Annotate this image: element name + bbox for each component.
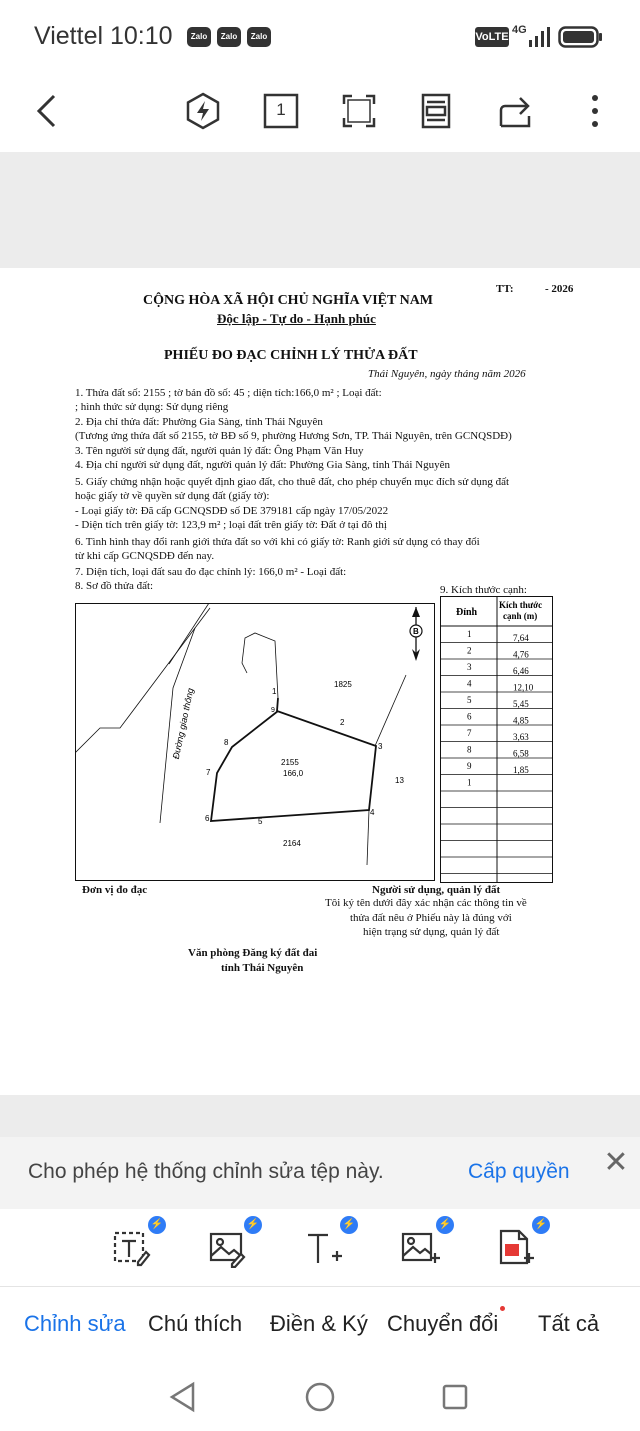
pdf-tool[interactable] [496,1219,548,1268]
table-cell-length: 3,63 [513,732,529,742]
office-line-2: tỉnh Thái Nguyên [221,962,304,974]
premium-badge-icon: ⚡ [244,1216,262,1234]
edge-table [440,596,554,884]
doc-line-5: 5. Giấy chứng nhận hoặc quyết định giao đất, cho thuê đất, cho phép chuyển mục đích sử dụng đất [75,476,510,488]
table-cell-vertex: 9 [467,761,472,771]
edit-text-tool[interactable] [112,1219,164,1268]
date-line: Thái Nguyên, ngày tháng năm 2026 [368,368,526,380]
add-text-tool[interactable] [304,1219,356,1268]
table-cell-vertex: 8 [467,744,472,755]
table-cell-length: 5,45 [513,699,529,709]
doc-line-8: 8. Sơ đồ thửa đất: [75,580,154,592]
table-cell-length: 4,76 [513,649,529,660]
nation-heading: CỘNG HÒA XÃ HỘI CHỦ NGHĨA VIỆT NAM [143,293,434,308]
confirm-line-3: hiện trạng sử dụng, quản lý đất [363,926,500,938]
doc-line-5c: - Loại giấy tờ: Đã cấp GCNQSDĐ số DE 379181 cấp ngày 17/05/2022 [75,505,389,517]
volte-icon: VoLTE [475,27,509,47]
add-text-icon [304,1228,344,1268]
vertex-6: 6 [205,814,210,823]
fullscreen-icon[interactable] [338,90,380,132]
table-cell-vertex: 7 [467,728,472,738]
neighbor-2164: 2164 [283,839,301,848]
neighbor-13: 13 [395,776,404,785]
pdf-file-icon [496,1228,536,1268]
table-cell-vertex: 6 [467,711,472,722]
premium-badge-icon: ⚡ [532,1216,550,1234]
table-cell-length: 7,64 [513,633,529,643]
document-title: PHIẾU ĐO ĐẠC CHỈNH LÝ THỬA ĐẤT [164,348,418,363]
document-page [0,268,640,1095]
tab-fill-sign[interactable]: Điền & Ký [270,1311,368,1336]
home-nav-icon[interactable] [304,1381,336,1413]
neighbor-1825: 1825 [334,680,352,689]
battery-icon [558,26,604,48]
doc-line-2: 2. Địa chỉ thửa đất: Phường Gia Sàng, tỉnh Thái Nguyên [75,416,323,428]
tab-all[interactable]: Tất cả [538,1311,600,1336]
back-icon[interactable] [26,90,68,132]
page-number-button[interactable] [260,90,302,132]
table-cell-vertex: 1 [467,629,472,639]
status-carrier-time: Viettel 10:10 [34,22,173,50]
table-cell-length: 6,58 [513,748,529,759]
parcel-map [75,603,435,881]
premium-badge-icon: ⚡ [148,1216,166,1234]
premium-badge-icon: ⚡ [436,1216,454,1234]
vertex-7: 7 [206,768,211,777]
doc-line-1: 1. Thửa đất số: 2155 ; tờ bản đồ số: 45 ; diện tích:166,0 m² ; Loại đất: [75,387,382,399]
edge-5: 5 [258,817,263,826]
table-cell-length: 12,10 [513,682,534,693]
notification-dot [500,1306,505,1311]
parcel-area: 166,0 [283,769,304,778]
premium-badge-icon: ⚡ [340,1216,358,1234]
tab-annotate[interactable]: Chú thích [148,1311,243,1336]
share-icon[interactable] [494,90,536,132]
vertex-4: 4 [370,808,375,817]
recents-nav-icon[interactable] [441,1383,469,1411]
table-cell-vertex: 2 [467,645,472,656]
table-cell-length: 6,46 [513,666,529,676]
doc-line-7: 7. Diện tích, loại đất sau đo đạc chỉnh lý: 166,0 m² - Loại đất: [75,566,347,578]
reading-mode-icon[interactable] [415,90,457,132]
confirm-line-2: thửa đất nêu ở Phiếu này là đúng với [350,912,512,924]
neighbor-13-boundary [375,675,406,746]
sign-right: Người sử dụng, quản lý đất [372,884,501,896]
zalo-notification-icon: Zalo [187,27,211,47]
doc-line-6: 6. Tình hình thay đổi ranh giới thửa đất so với khi có giấy tờ: Ranh giới sử dụng có thay đổi [75,536,480,548]
road-edge [169,603,209,664]
vertex-3: 3 [378,742,383,751]
vertex-2: 2 [340,718,345,727]
doc-line-1b: ; hình thức sử dụng: Sử dụng riêng [75,401,229,413]
table-cell-length: 1,85 [513,765,529,775]
confirm-line-1: Tôi ký tên dưới đây xác nhận các thông tin về [325,897,527,909]
permission-text: Cho phép hệ thống chỉnh sửa tệp này. [28,1160,384,1183]
tt-year: - 2026 [545,283,574,295]
top-toolbar [0,76,640,152]
compass-label: B [413,627,419,636]
tab-convert[interactable]: Chuyển đổi [387,1311,499,1336]
back-nav-icon[interactable] [168,1381,198,1413]
doc-line-5b: hoặc giấy tờ về quyền sử dụng đất (giấy tờ): [75,490,270,502]
more-options-icon[interactable] [574,90,616,132]
neighbor-2164-boundary [367,810,369,865]
tt-label: TT: [496,283,514,295]
table-header-vertex: Đỉnh [456,607,478,618]
add-image-tool[interactable] [400,1219,452,1268]
edit-image-icon [208,1228,248,1268]
vertex-8: 8 [224,738,229,747]
network-type: 4G [512,24,527,36]
tab-edit[interactable]: Chỉnh sửa [24,1311,126,1336]
table-cell-vertex: 5 [467,695,472,705]
zalo-notification-icon: Zalo [247,27,271,47]
doc-line-3: 3. Tên người sử dụng đất, người quản lý đất: Ông Phạm Văn Huy [75,445,364,457]
doc-line-6b: từ khi cấp GCNQSDĐ đến nay. [75,550,215,562]
road-edge-left [75,608,210,753]
close-icon[interactable]: ✕ [603,1146,629,1179]
doc-line-9: 9. Kích thước cạnh: [440,584,527,596]
table-cell-vertex: 3 [467,662,472,672]
sign-left: Đơn vị đo đạc [82,884,148,896]
table-cell-length: 4,85 [513,715,529,726]
ai-assistant-icon[interactable] [182,90,224,132]
north-arrow-icon [412,607,420,617]
zalo-notification-icon: Zalo [217,27,241,47]
parcel-number: 2155 [281,758,299,767]
table-header-unit: cạnh (m) [503,611,538,621]
table-cell-vertex: 1 [467,777,472,788]
doc-line-2b: (Tương ứng thửa đất số 2155, tờ BĐ số 9, phường Hương Sơn, TP. Thái Nguyên, trên GCNQSDĐ) [75,430,512,442]
edge-9: 9 [271,707,275,714]
grant-permission-button[interactable]: Cấp quyền [468,1160,570,1183]
motto: Độc lập - Tự do - Hạnh phúc [217,311,376,326]
vertex-1: 1 [272,687,277,696]
table-cell-vertex: 4 [467,678,472,689]
doc-line-4: 4. Địa chỉ người sử dụng đất, người quản lý đất: Phường Gia Sàng, tỉnh Thái Nguyên [75,459,451,471]
office-line-1: Văn phòng Đăng ký đất đai [188,947,318,959]
doc-line-5d: - Diện tích trên giấy tờ: 123,9 m² ; loại đất trên giấy tờ: Đất ở tại đô thị [75,519,387,531]
road-label: Đường giao thông [170,687,196,760]
signal-icon [528,26,552,48]
add-image-icon [400,1228,440,1268]
edit-image-tool[interactable] [208,1219,260,1268]
edit-text-icon [112,1228,152,1268]
page-number: 1 [276,100,286,119]
table-header-size: Kích thước [499,600,543,610]
